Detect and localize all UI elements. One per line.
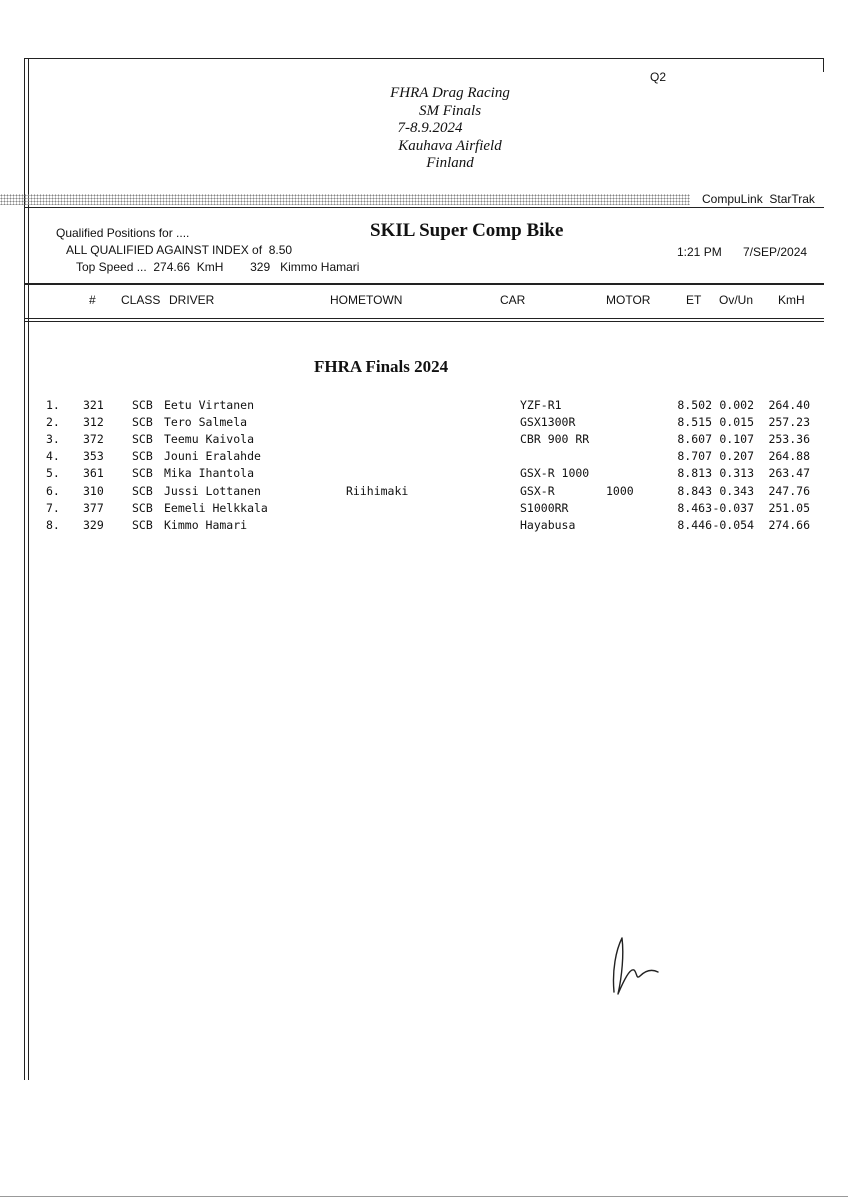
row-position: 2.	[46, 415, 60, 429]
row-kmh: 263.47	[768, 466, 810, 480]
row-driver: Kimmo Hamari	[164, 518, 248, 532]
row-kmh: 264.88	[768, 449, 810, 463]
row-class: SCB	[132, 415, 153, 429]
table-row	[0, 501, 848, 518]
row-ovun: 0.015	[719, 415, 754, 429]
row-number: 329	[83, 518, 104, 532]
row-et: 8.843	[677, 484, 712, 498]
class-title: SKIL Super Comp Bike	[370, 220, 564, 241]
row-number: 312	[83, 415, 104, 429]
table-row	[0, 484, 848, 501]
row-driver: Eemeli Helkkala	[164, 501, 268, 515]
col-hometown: HOMETOWN	[330, 293, 403, 307]
row-et: 8.515	[677, 415, 712, 429]
row-class: SCB	[132, 501, 153, 515]
table-row	[0, 415, 848, 432]
handwritten-signature	[600, 930, 670, 1000]
row-driver: Mika Ihantola	[164, 466, 255, 480]
row-ovun: 0.313	[719, 466, 754, 480]
col-ovun: Ov/Un	[719, 293, 754, 307]
col-motor: MOTOR	[606, 293, 651, 307]
top-speed-line: Top Speed ... 274.66 KmH 329 Kimmo Hamari	[76, 260, 360, 274]
column-header-bottom-line	[24, 318, 824, 319]
col-class: CLASS	[121, 293, 161, 307]
report-time: 1:21 PM	[677, 245, 722, 259]
row-driver: Eetu Virtanen	[164, 398, 255, 412]
row-kmh: 274.66	[768, 518, 810, 532]
event-line-title: FHRA Drag Racing	[390, 85, 510, 101]
column-header-top-line	[24, 283, 824, 285]
page-bottom-line	[0, 1196, 848, 1197]
row-motor: 1000	[606, 484, 634, 498]
header-separator-line	[24, 207, 824, 208]
row-number: 353	[83, 449, 104, 463]
row-car: CBR 900 RR	[520, 432, 590, 446]
right-border-line	[823, 58, 824, 72]
row-class: SCB	[132, 432, 153, 446]
table-row	[0, 449, 848, 466]
session-label: Q2	[650, 70, 667, 84]
row-et: 8.446	[677, 518, 712, 532]
row-kmh: 251.05	[768, 501, 810, 515]
row-ovun: -0.054	[712, 518, 754, 532]
row-number: 372	[83, 432, 104, 446]
col-car: CAR	[500, 293, 526, 307]
row-ovun: 0.107	[719, 432, 754, 446]
row-driver: Jouni Eralahde	[164, 449, 261, 463]
col-num: #	[89, 293, 96, 307]
report-date: 7/SEP/2024	[743, 245, 808, 259]
event-header	[330, 85, 570, 173]
table-row	[0, 518, 848, 535]
row-car: GSX-R	[520, 484, 555, 498]
index-line: ALL QUALIFIED AGAINST INDEX of 8.50	[66, 243, 293, 257]
event-line-venue: Kauhava Airfield	[398, 137, 502, 154]
row-kmh: 247.76	[768, 484, 810, 498]
table-row	[0, 398, 848, 415]
row-et: 8.607	[677, 432, 712, 446]
row-number: 321	[83, 398, 104, 412]
row-position: 6.	[46, 484, 60, 498]
row-kmh: 264.40	[768, 398, 810, 412]
section-title: FHRA Finals 2024	[314, 357, 449, 376]
row-position: 5.	[46, 466, 60, 480]
event-line-country: Finland	[426, 155, 474, 171]
row-position: 8.	[46, 518, 60, 532]
row-hometown: Riihimaki	[346, 484, 409, 498]
row-et: 8.502	[677, 398, 712, 412]
row-et: 8.707	[677, 449, 712, 463]
left-border-inner	[28, 58, 29, 1080]
row-class: SCB	[132, 449, 153, 463]
row-class: SCB	[132, 518, 153, 532]
row-driver: Jussi Lottanen	[164, 484, 261, 498]
row-class: SCB	[132, 398, 153, 412]
top-border-line	[24, 58, 824, 59]
row-car: YZF-R1	[520, 398, 562, 412]
row-position: 1.	[46, 398, 60, 412]
row-ovun: 0.002	[719, 398, 754, 412]
row-ovun: 0.343	[719, 484, 754, 498]
row-class: SCB	[132, 466, 153, 480]
row-position: 3.	[46, 432, 60, 446]
dotted-separator	[0, 194, 690, 205]
row-number: 361	[83, 466, 104, 480]
row-et: 8.813	[677, 466, 712, 480]
row-position: 7.	[46, 501, 60, 515]
col-et: ET	[686, 293, 702, 307]
event-line-subtitle: SM Finals	[418, 102, 482, 119]
row-number: 377	[83, 501, 104, 515]
row-number: 310	[83, 484, 104, 498]
row-kmh: 257.23	[768, 415, 810, 429]
left-border-outer	[24, 58, 25, 1080]
col-driver: DRIVER	[169, 293, 215, 307]
row-driver: Teemu Kaivola	[164, 432, 255, 446]
row-position: 4.	[46, 449, 60, 463]
row-kmh: 253.36	[768, 432, 810, 446]
qualified-for-label: Qualified Positions for ....	[56, 226, 190, 240]
col-kmh: KmH	[778, 293, 805, 307]
row-ovun: 0.207	[719, 449, 754, 463]
row-et: 8.463	[677, 501, 712, 515]
row-class: SCB	[132, 484, 153, 498]
table-row	[0, 432, 848, 449]
row-car: S1000RR	[520, 501, 569, 515]
row-car: GSX-R 1000	[520, 466, 590, 480]
row-driver: Tero Salmela	[164, 415, 248, 429]
row-car: GSX1300R	[520, 415, 576, 429]
table-row	[0, 466, 848, 483]
row-ovun: -0.037	[712, 501, 754, 515]
column-header-bottom-line-2	[24, 321, 824, 322]
event-line-dates: 7-8.9.2024	[397, 120, 463, 136]
row-car: Hayabusa	[520, 518, 576, 532]
software-label: CompuLink StarTrak	[702, 192, 815, 206]
